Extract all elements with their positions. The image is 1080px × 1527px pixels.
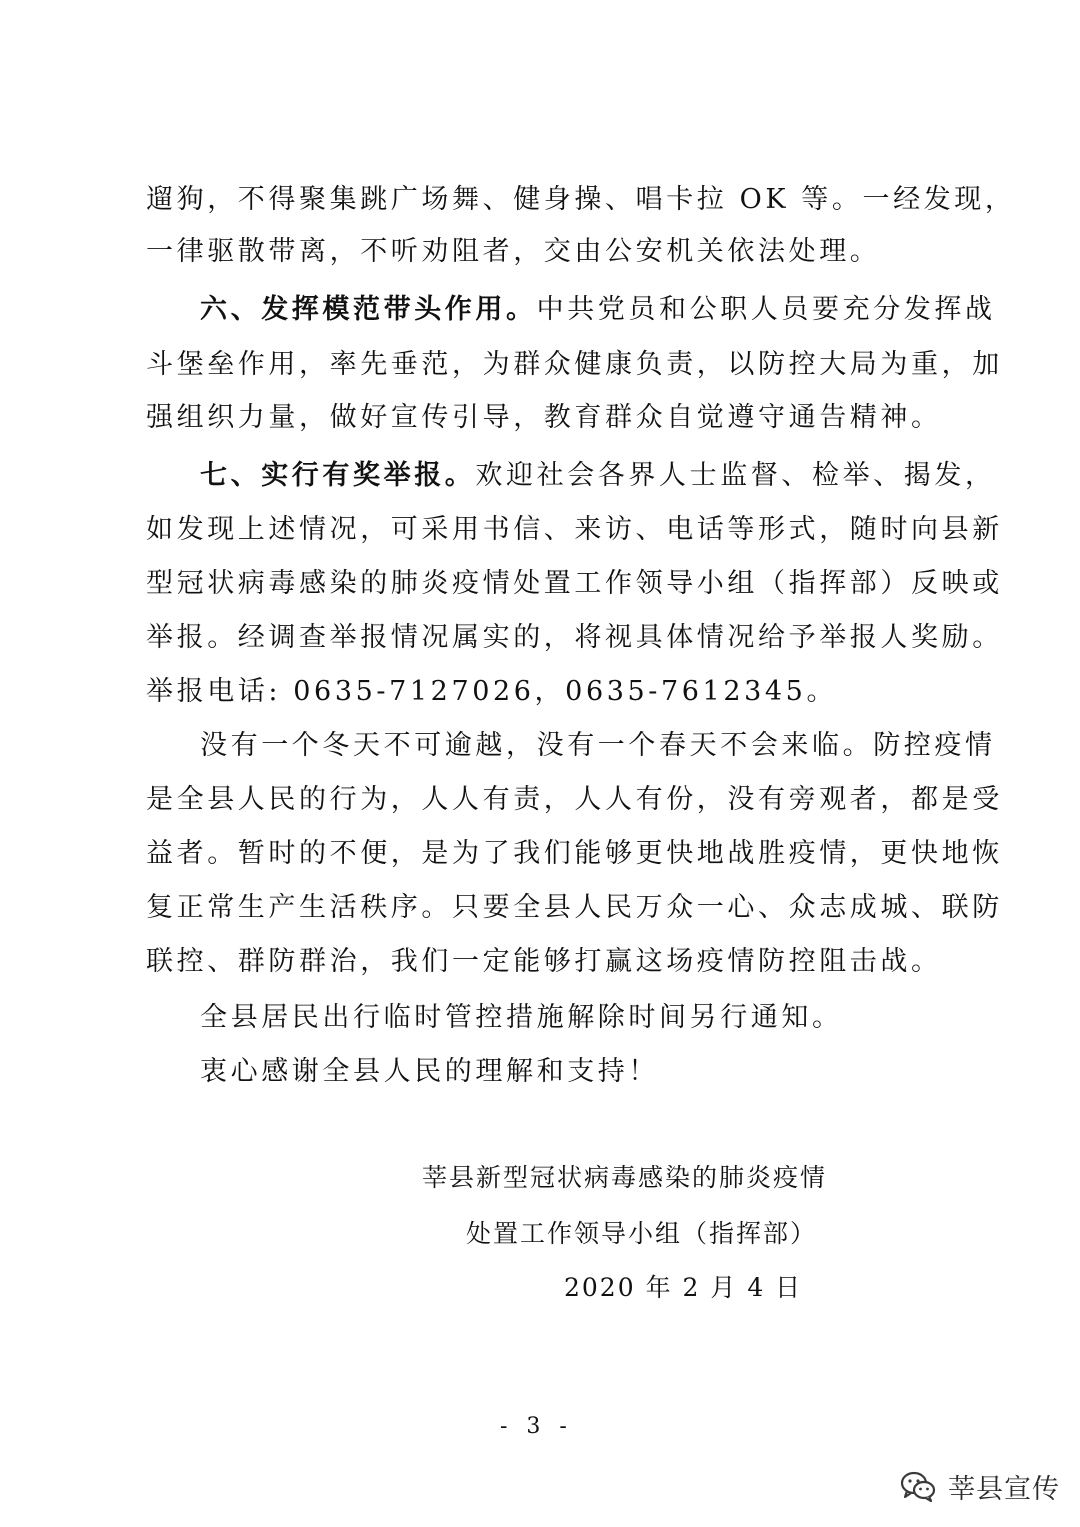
watermark-text: 莘县宣传 xyxy=(948,1473,1060,1505)
body-line: 型冠状病毒感染的肺炎疫情处置工作领导小组（指挥部）反映或 xyxy=(146,568,1003,599)
section-seven-line: 七、实行有奖举报。欢迎社会各界人士监督、检举、揭发， xyxy=(200,460,996,491)
body-line: 遛狗，不得聚集跳广场舞、健身操、唱卡拉 OK 等。一经发现， xyxy=(146,184,1016,215)
body-line: 如发现上述情况，可采用书信、来访、电话等形式，随时向县新 xyxy=(146,514,1003,545)
wechat-watermark xyxy=(898,1462,1060,1510)
body-line: 斗堡垒作用，率先垂范，为群众健康负责，以防控大局为重，加 xyxy=(146,349,1003,380)
body-line: 一律驱散带离，不听劝阻者，交由公安机关依法处理。 xyxy=(146,236,881,267)
body-line: 益者。暂时的不便，是为了我们能够更快地战胜疫情，更快地恢 xyxy=(146,838,1003,869)
signature-date: 2020 年 2 月 4 日 xyxy=(564,1273,803,1302)
report-phone-line: 举报电话: 0635-7127026，0635-7612345。 xyxy=(146,676,838,707)
body-line: 强组织力量，做好宣传引导，教育群众自觉遵守通告精神。 xyxy=(146,402,942,433)
body-line: 举报。经调查举报情况属实的，将视具体情况给予举报人奖励。 xyxy=(146,622,1003,653)
section-six-heading: 六、发挥模范带头作用。 xyxy=(200,294,537,325)
body-line: 复正常生产生活秩序。只要全县人民万众一心、众志成城、联防 xyxy=(146,892,1003,923)
signature-org-line1: 莘县新型冠状病毒感染的肺炎疫情 xyxy=(422,1163,828,1192)
signature-org-line2: 处置工作领导小组（指挥部） xyxy=(466,1219,818,1248)
section-seven-heading: 七、实行有奖举报。 xyxy=(200,460,476,491)
page-number: - 3 - xyxy=(500,1414,573,1439)
thanks-line: 衷心感谢全县人民的理解和支持！ xyxy=(200,1056,659,1087)
wechat-icon xyxy=(898,1466,938,1506)
body-line: 是全县人民的行为，人人有责，人人有份，没有旁观者，都是受 xyxy=(146,784,1003,815)
section-six-line: 六、发挥模范带头作用。中共党员和公职人员要充分发挥战 xyxy=(200,294,996,325)
body-line: 联控、群防群治，我们一定能够打赢这场疫情防控阻击战。 xyxy=(146,946,942,977)
body-line: 没有一个冬天不可逾越，没有一个春天不会来临。防控疫情 xyxy=(200,730,996,761)
notice-line: 全县居民出行临时管控措施解除时间另行通知。 xyxy=(200,1002,843,1033)
